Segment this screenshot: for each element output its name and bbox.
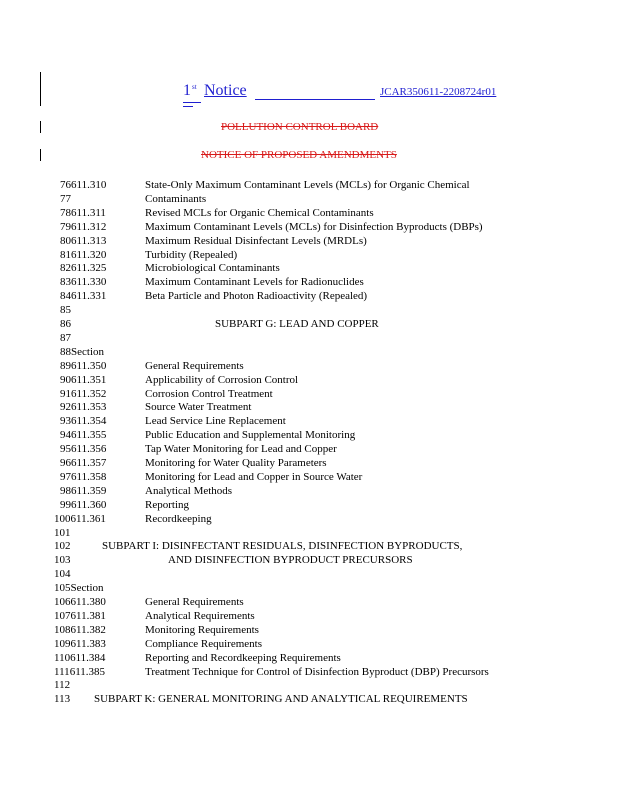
section-title: State-Only Maximum Contaminant Levels (MCLs) for Organic Chemical (145, 179, 470, 191)
section-title: Maximum Contaminant Levels (MCLs) for Disinfection Byproducts (DBPs) (145, 220, 483, 233)
line-number: 101 (54, 526, 71, 539)
section-number: 611.310 (71, 179, 107, 191)
section-title: Monitoring Requirements (145, 623, 259, 636)
line-number: 102 (54, 540, 71, 553)
line-number: 109 (54, 637, 71, 650)
line-number: 113 (54, 693, 71, 706)
section-title: Tap Water Monitoring for Lead and Copper (145, 443, 337, 456)
line-number: 91 (60, 387, 71, 400)
listing-line (54, 512, 212, 526)
listing-line (54, 609, 255, 623)
line-number: 82 (60, 262, 71, 275)
section-number: 611.320 (71, 248, 107, 261)
section-number: 611.313 (71, 234, 107, 247)
listing-line (54, 665, 489, 679)
section-number: 611.352 (71, 387, 107, 400)
line-number: 104 (54, 568, 71, 581)
header-superscript: st (192, 83, 197, 91)
section-number: 611.358 (71, 470, 107, 483)
section-title: Public Education and Supplemental Monitoring (145, 429, 356, 442)
line-number: 94 (60, 429, 71, 442)
line-number: 79 (60, 220, 71, 233)
section-number: 611.351 (71, 373, 107, 386)
header-underline-second (183, 106, 193, 107)
listing-line (60, 178, 470, 192)
listing-line (60, 261, 280, 275)
listing-line (60, 206, 374, 220)
section-title: General Requirements (145, 596, 244, 608)
listing-line (60, 456, 327, 470)
header-rule (255, 99, 375, 100)
listing-line (60, 289, 368, 303)
section-number: 611.330 (71, 276, 107, 289)
notice-title: NOTICE OF PROPOSED AMENDMENTS (201, 149, 397, 161)
line-number: 86 (60, 318, 71, 330)
listing-line (60, 248, 238, 262)
section-number: 611.354 (71, 415, 107, 428)
line-number: 89 (60, 359, 71, 372)
section-number: 611.360 (71, 498, 107, 511)
section-title: Turbidity (Repealed) (145, 248, 238, 261)
subpart-heading: AND DISINFECTION BYPRODUCT PRECURSORS (168, 554, 413, 567)
subpart-heading-line (54, 539, 463, 553)
listing-line (60, 220, 483, 234)
listing-line (60, 345, 104, 359)
header-doc-id: JCAR350611-2208724r01 (380, 86, 497, 98)
section-number: 611.355 (71, 429, 107, 442)
section-title: Lead Service Line Replacement (145, 415, 286, 428)
line-number: 112 (54, 679, 71, 692)
line-number: 92 (60, 401, 71, 414)
listing-line (60, 303, 71, 317)
subpart-heading: SUBPART I: DISINFECTANT RESIDUALS, DISINFECTION BYPRODUCTS, (102, 540, 463, 553)
line-number: 105 (54, 582, 71, 595)
line-number: 99 (60, 498, 71, 511)
line-number: 80 (60, 234, 71, 247)
line-number: 90 (60, 373, 71, 386)
section-title: General Requirements (145, 359, 244, 372)
line-number: 76 (60, 179, 71, 191)
section-number: 611.361 (70, 512, 106, 525)
subpart-heading-line (54, 692, 468, 706)
section-number: 611.381 (70, 609, 106, 622)
listing-line (60, 275, 364, 289)
line-number: 88 (60, 345, 71, 358)
listing-line (60, 192, 207, 206)
listing-line (60, 331, 71, 345)
section-number: 611.380 (70, 596, 106, 608)
section-number: 611.311 (71, 206, 106, 219)
section-label: Section (71, 345, 104, 358)
section-title: Maximum Contaminant Levels for Radionuclides (145, 276, 364, 289)
section-number: 611.384 (70, 651, 106, 664)
section-title: Source Water Treatment (145, 401, 252, 414)
section-title: Contaminants (145, 192, 207, 205)
listing-line (60, 442, 337, 456)
header-number: 1 (183, 82, 191, 99)
section-number: 611.357 (71, 457, 107, 469)
section-title: Corrosion Control Treatment (145, 387, 273, 400)
section-title: Applicability of Corrosion Control (145, 373, 299, 386)
subpart-heading: SUBPART K: GENERAL MONITORING AND ANALYTICAL REQUIREMENTS (94, 693, 468, 706)
listing-line (60, 387, 273, 401)
section-title: Monitoring for Lead and Copper in Source Water (145, 470, 363, 483)
section-title: Maximum Residual Disinfectant Levels (MRDLs) (145, 234, 367, 247)
listing-line (54, 581, 104, 595)
listing-line (60, 234, 367, 248)
line-number: 103 (54, 554, 71, 567)
header-title: Notice (204, 82, 247, 99)
listing-line (54, 678, 70, 692)
section-number: 611.312 (71, 220, 107, 233)
listing-line (54, 651, 341, 665)
section-title: Reporting and Recordkeeping Requirements (145, 651, 341, 664)
listing-line (60, 373, 299, 387)
line-number: 85 (60, 304, 71, 317)
section-title: Microbiological Contaminants (145, 262, 280, 275)
section-number: 611.359 (71, 484, 107, 497)
section-title: Analytical Requirements (145, 609, 255, 622)
section-title: Analytical Methods (145, 484, 233, 497)
listing-line (54, 623, 259, 637)
line-number: 108 (54, 623, 71, 636)
section-number: 611.325 (71, 262, 107, 275)
line-number: 77 (60, 192, 71, 205)
change-bar-agency (40, 121, 41, 133)
page-header (183, 82, 513, 104)
line-number: 81 (60, 248, 71, 261)
section-number: 611.331 (71, 290, 107, 303)
agency-name: POLLUTION CONTROL BOARD (221, 121, 379, 133)
section-number: 611.382 (70, 623, 106, 636)
section-label: Section (70, 582, 104, 595)
listing-line (60, 470, 363, 484)
section-title: Revised MCLs for Organic Chemical Contaminants (145, 206, 374, 219)
section-number: 611.383 (70, 637, 106, 650)
section-title: Beta Particle and Photon Radioactivity (Repealed) (145, 290, 368, 303)
line-number: 95 (60, 443, 71, 456)
line-number: 110 (54, 651, 71, 664)
change-bar-notice (40, 149, 41, 161)
line-number: 107 (54, 609, 71, 622)
line-number: 100 (54, 512, 71, 525)
section-title: Reporting (145, 498, 189, 511)
change-bar-header (40, 72, 41, 106)
section-title: Monitoring for Water Quality Parameters (145, 457, 327, 469)
listing-line (54, 567, 71, 581)
line-number: 87 (60, 331, 71, 344)
listing-line (54, 595, 244, 609)
subpart-heading: SUBPART G: LEAD AND COPPER (215, 318, 379, 330)
section-title: Compliance Requirements (145, 637, 262, 650)
subpart-heading-line (54, 553, 413, 567)
line-number: 96 (60, 457, 71, 469)
line-number: 106 (54, 596, 71, 608)
section-number: 611.356 (71, 443, 107, 456)
section-title: Treatment Technique for Control of Disinfection Byproduct (DBP) Precursors (145, 665, 489, 678)
section-number: 611.350 (71, 359, 107, 372)
section-number: 611.385 (69, 665, 106, 678)
section-title: Recordkeeping (145, 512, 212, 525)
line-number: 84 (60, 290, 71, 303)
line-number: 93 (60, 415, 71, 428)
line-number: 111 (54, 665, 70, 678)
section-number: 611.353 (71, 401, 107, 414)
listing-line (60, 359, 244, 373)
line-number: 97 (60, 470, 71, 483)
line-number: 78 (60, 206, 71, 219)
listing-line (60, 498, 189, 512)
listing-line (60, 414, 286, 428)
listing-line (60, 400, 252, 414)
line-number: 83 (60, 276, 71, 289)
line-number: 98 (60, 484, 71, 497)
listing-line (60, 428, 356, 442)
listing-line (54, 526, 71, 540)
listing-line (60, 484, 233, 498)
subpart-heading-line (60, 317, 379, 331)
header-underline (183, 102, 201, 103)
listing-line (54, 637, 262, 651)
